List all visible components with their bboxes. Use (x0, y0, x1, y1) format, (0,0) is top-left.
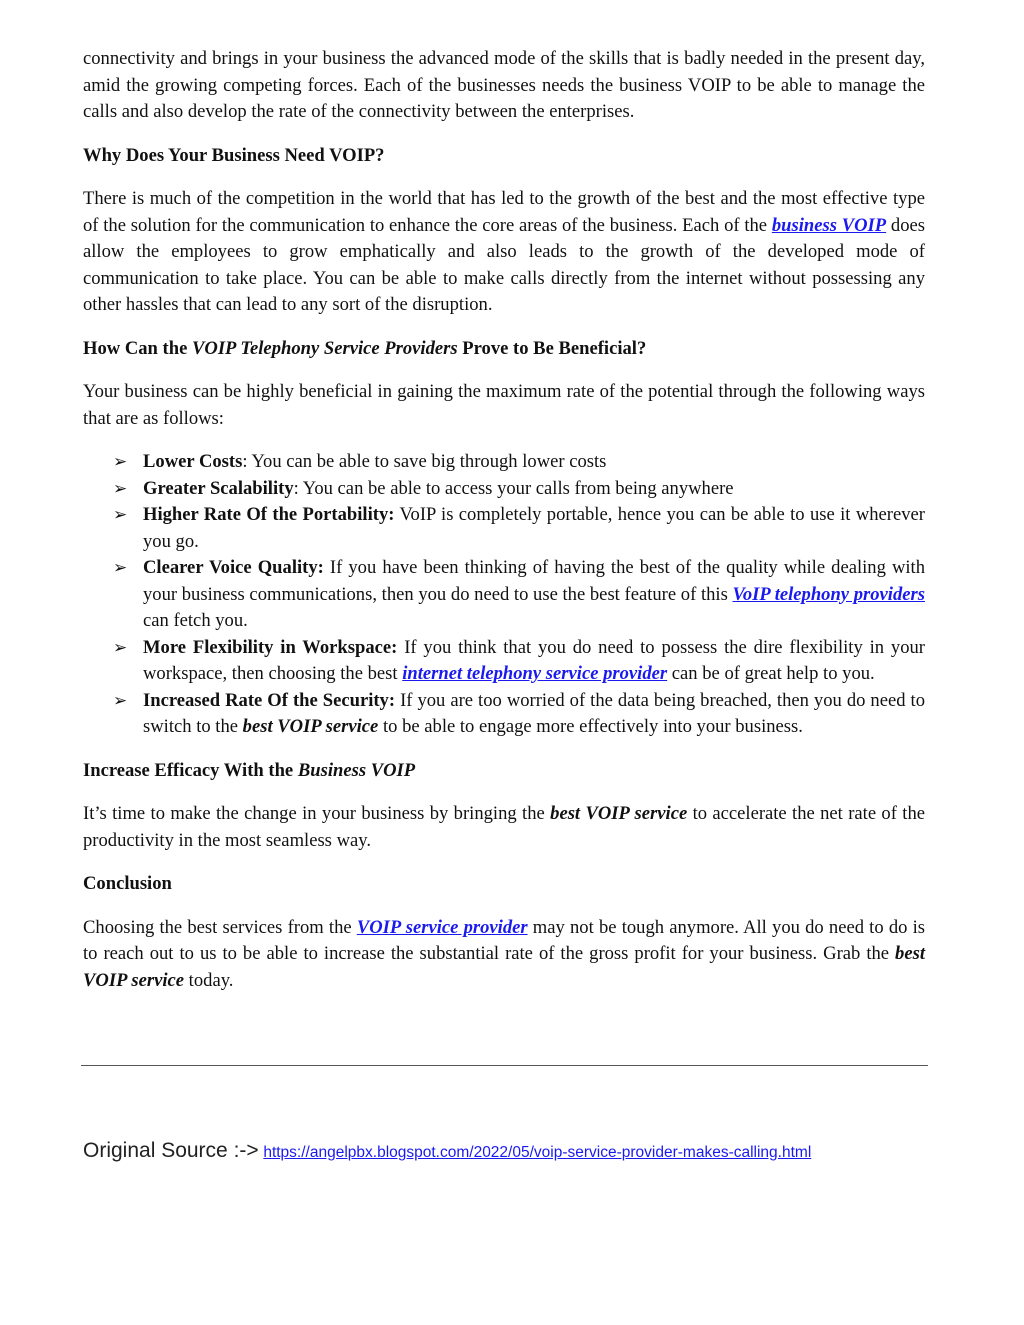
increase-text-after: to accelerate the net rate of the productivity in the most seamless way. (83, 803, 925, 851)
emphasis-best-voip-service: best VOIP service (242, 716, 379, 737)
increase-efficacy-paragraph (83, 801, 925, 854)
benefit-text: If you think that you do need to possess the dire flexibility in your workspace, then choosing the best (143, 636, 925, 684)
intro-paragraph: connectivity and brings in your business the advanced mode of the skills that is badly needed in the present day, amid the growing competing forces. Each of the businesses needs the business VOIP to be able to manage the calls and also develop the rate of the connectivity between the enterprises. (83, 48, 925, 122)
heading-increase-before: Increase Efficacy With the (83, 759, 298, 781)
benefit-text-after: can fetch you. (143, 610, 248, 631)
arrow-bullet-icon: ➢ (113, 637, 128, 658)
benefit-text: If you are too worried of the data being breached, then you do need to switch to the (143, 689, 925, 737)
benefit-text: If you have been thinking of having the best of the quality while dealing with your business communications, then you do need to use the best feature of this (143, 557, 926, 605)
benefit-title: Lower Costs (143, 451, 243, 472)
source-label: Original Source :-> (83, 1139, 259, 1162)
how-beneficial-paragraph: Your business can be highly beneficial in gaining the maximum rate of the potential through the following ways that are as follows: (83, 381, 925, 429)
list-item-portability (113, 502, 925, 555)
benefit-text: : You can be able to save big through lower costs (242, 451, 607, 472)
conclusion-text-before: Choosing the best services from the (83, 916, 357, 938)
benefit-title: Greater Scalability (143, 477, 294, 499)
source-url-link[interactable]: https://angelpbx.blogspot.com/2022/05/voip-service-provider-makes-calling.html (263, 1144, 812, 1161)
emphasis-best-voip-service: best VOIP service (550, 803, 688, 824)
heading-how-italic: VOIP Telephony Service Providers (191, 337, 458, 359)
benefit-text-after: to be able to engage more effectively into your business. (378, 716, 803, 737)
horizontal-divider (81, 1065, 928, 1066)
emphasis-best-voip-service: best VOIP service (83, 943, 925, 991)
conclusion-text-after: today. (184, 969, 234, 991)
list-item-greater-scalability (113, 476, 925, 503)
why-text-before: There is much of the competition in the world that has led to the growth of the best and the most effective type of the solution for the communication to enhance the core areas of the business. Each of the (83, 188, 925, 236)
list-item-voice-quality (113, 555, 926, 635)
link-voip-telephony-providers[interactable]: VoIP telephony providers (732, 583, 925, 605)
heading-why-voip: Why Does Your Business Need VOIP? (83, 144, 385, 166)
heading-increase-efficacy (83, 758, 925, 785)
benefit-text: : You can be able to access your calls from being anywhere (293, 477, 734, 499)
link-voip-service-provider[interactable]: VOIP service provider (356, 916, 528, 938)
list-item-security (113, 688, 925, 741)
list-item-flexibility (113, 635, 925, 688)
heading-increase-italic: Business VOIP (297, 759, 416, 781)
document-body (83, 46, 925, 1011)
benefit-title: More Flexibility in Workspace: (143, 636, 398, 658)
arrow-bullet-icon: ➢ (113, 505, 128, 525)
why-text-after: does allow the employees to grow emphatically and also leads to the growth of the developed mode of communication to take place. You can be able to make calls directly from the internet without possessing any other hassles that can lead to any sort of the disruption. (83, 214, 925, 315)
arrow-bullet-icon: ➢ (113, 452, 128, 472)
conclusion-paragraph (83, 915, 925, 995)
benefit-title: Higher Rate Of the Portability: (143, 504, 395, 525)
heading-how-before: How Can the (83, 337, 192, 359)
conclusion-text-middle: may not be tough anymore. All you do need to do is to reach out to us to be able to increase the substantial rate of the gross profit for your business. Grab the (83, 916, 926, 964)
arrow-bullet-icon: ➢ (113, 690, 128, 711)
arrow-bullet-icon: ➢ (113, 558, 128, 578)
list-item-lower-costs (113, 449, 925, 476)
why-voip-paragraph (83, 186, 925, 319)
increase-text-before: It’s time to make the change in your business by bringing the (83, 803, 551, 824)
heading-how-beneficial (83, 336, 925, 363)
benefits-list (83, 449, 925, 741)
heading-how-after: Prove to Be Beneficial? (457, 337, 647, 359)
benefit-title: Clearer Voice Quality: (143, 557, 324, 578)
heading-conclusion: Conclusion (83, 873, 172, 894)
link-business-voip[interactable]: business VOIP (771, 214, 887, 236)
original-source-line (83, 1138, 983, 1167)
benefit-text: VoIP is completely portable, hence you can be able to use it wherever you go. (143, 504, 925, 552)
benefit-title: Increased Rate Of the Security: (143, 689, 396, 711)
benefit-text-after: can be of great help to you. (667, 663, 875, 684)
arrow-bullet-icon: ➢ (113, 478, 128, 499)
link-internet-telephony-service-provider[interactable]: internet telephony service provider (402, 663, 668, 684)
